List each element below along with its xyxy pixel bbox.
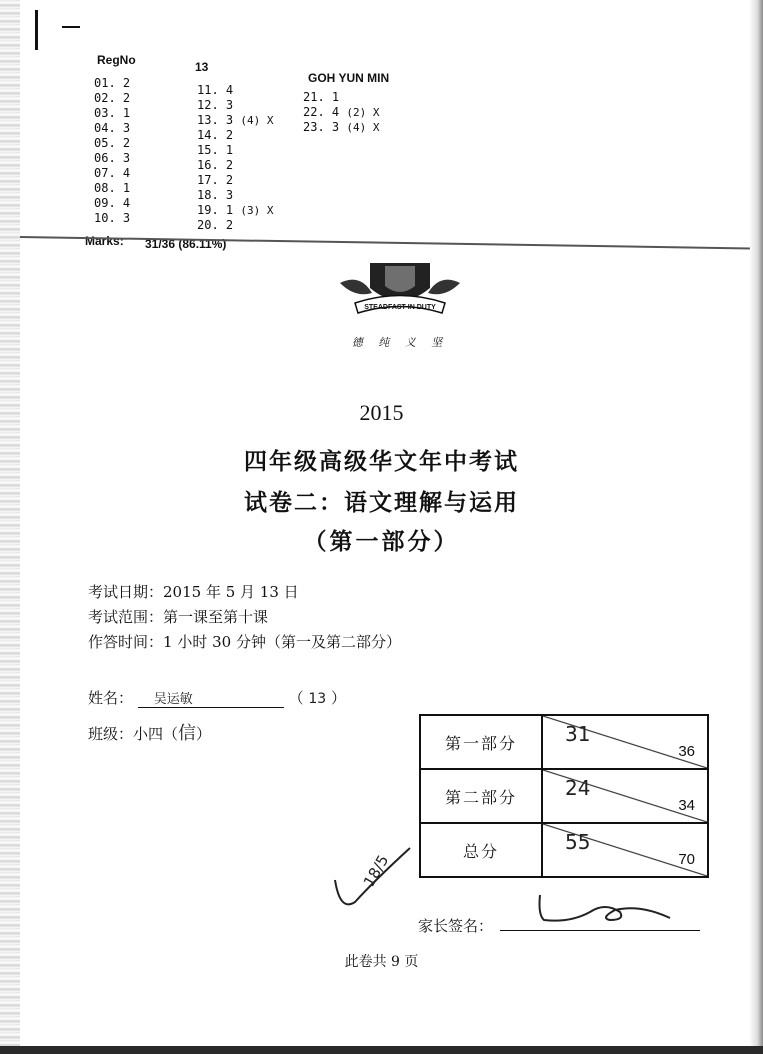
regno-value: 13 [195, 60, 209, 74]
date-checkmark [330, 840, 420, 920]
exam-date-value: 2015 年 5 月 13 日 [163, 583, 299, 601]
answer-line: 05. 2 [94, 136, 131, 150]
index-open: （ [288, 689, 304, 707]
answers-col-2 [197, 83, 273, 233]
student-name-row [88, 687, 346, 708]
page-count-footer: 此卷共 9 页 [344, 954, 419, 970]
answer-line: 15. 1 [197, 143, 234, 157]
answer-line: 03. 1 [94, 106, 131, 120]
class-close: ） [196, 725, 212, 743]
score-total: 36 [678, 743, 695, 760]
index-value: 13 [308, 691, 327, 707]
score-row [420, 715, 708, 769]
score-cell [542, 715, 708, 769]
exam-date-row [88, 581, 299, 602]
exam-scope-value: 第一课至第十课 [163, 608, 269, 626]
answer-line: 11. 4 [197, 83, 234, 97]
score-obtained: 31 [565, 722, 591, 746]
parent-sign-label: 家长签名： [418, 917, 494, 935]
exam-time-row [88, 631, 401, 652]
class-value: 信 [178, 723, 197, 744]
school-crest-logo [330, 258, 470, 358]
answer-line: 17. 2 [197, 173, 234, 187]
answer-line: 23. 3 (4) X [303, 120, 380, 134]
answer-line: 19. 1 (3) X [197, 203, 274, 217]
answers-col-3 [303, 90, 379, 135]
answer-line: 08. 1 [94, 181, 131, 195]
regno-label: RegNo [97, 53, 136, 67]
crest-motto: STEADFAST IN DUTY [364, 304, 436, 311]
answers-col-1 [94, 76, 130, 226]
index-close: ） [330, 689, 346, 707]
student-class-row [88, 719, 211, 745]
answer-line: 13. 3 (4) X [197, 113, 274, 127]
scan-bottom-edge [0, 1046, 763, 1054]
score-cell [542, 823, 708, 877]
answer-line: 07. 4 [94, 166, 131, 180]
marks-label: Marks: [85, 234, 124, 248]
answer-line: 20. 2 [197, 218, 234, 232]
answer-line: 10. 3 [94, 211, 131, 225]
score-row-label: 第二部分 [420, 769, 542, 823]
answer-line: 16. 2 [197, 158, 234, 172]
answer-line: 01. 2 [94, 76, 131, 90]
name-label: 姓名： [88, 689, 134, 707]
exam-title: 四年级高级华文年中考试 [244, 448, 519, 475]
pen-mark [35, 10, 38, 50]
score-obtained: 24 [565, 776, 591, 800]
exam-year: 2015 [359, 400, 404, 425]
answer-line: 02. 2 [94, 91, 131, 105]
crest-characters: 德 纯 义 坚 [351, 336, 449, 349]
pen-dash [62, 26, 80, 28]
answer-line: 06. 3 [94, 151, 131, 165]
slip-edge-line [20, 236, 750, 249]
date-mark-text: 18/5 [359, 851, 393, 890]
exam-time-value: 1 小时 30 分钟（第一及第二部分） [163, 633, 401, 651]
score-row [420, 769, 708, 823]
score-row-label: 总分 [420, 823, 542, 877]
answer-line: 21. 1 [303, 90, 340, 104]
score-row [420, 823, 708, 877]
score-total: 34 [678, 797, 695, 814]
class-label: 班级：小四（ [88, 725, 179, 743]
answer-line: 22. 4 (2) X [303, 105, 380, 119]
marks-value: 31/36 (86.11%) [145, 237, 227, 251]
exam-paper-title: 试卷二：语文理解与运用 [244, 489, 519, 516]
parent-signature [530, 890, 680, 930]
score-cell [542, 769, 708, 823]
score-row-label: 第一部分 [420, 715, 542, 769]
answer-line: 12. 3 [197, 98, 234, 112]
name-value: 吴运敏 [138, 688, 284, 708]
slip-student-name: GOH YUN MIN [308, 71, 390, 85]
answer-line: 14. 2 [197, 128, 234, 142]
exam-scope-label: 考试范围： [88, 608, 164, 626]
score-obtained: 55 [565, 830, 591, 854]
exam-date-label: 考试日期： [88, 583, 164, 601]
exam-scope-row [88, 606, 268, 627]
answer-line: 09. 4 [94, 196, 131, 210]
answer-line: 18. 3 [197, 188, 234, 202]
exam-part-title: （第一部分） [303, 528, 460, 555]
signature-line [500, 930, 700, 931]
score-total: 70 [678, 851, 695, 868]
answer-line: 04. 3 [94, 121, 131, 135]
exam-time-label: 作答时间： [88, 633, 164, 651]
score-table [419, 714, 709, 878]
